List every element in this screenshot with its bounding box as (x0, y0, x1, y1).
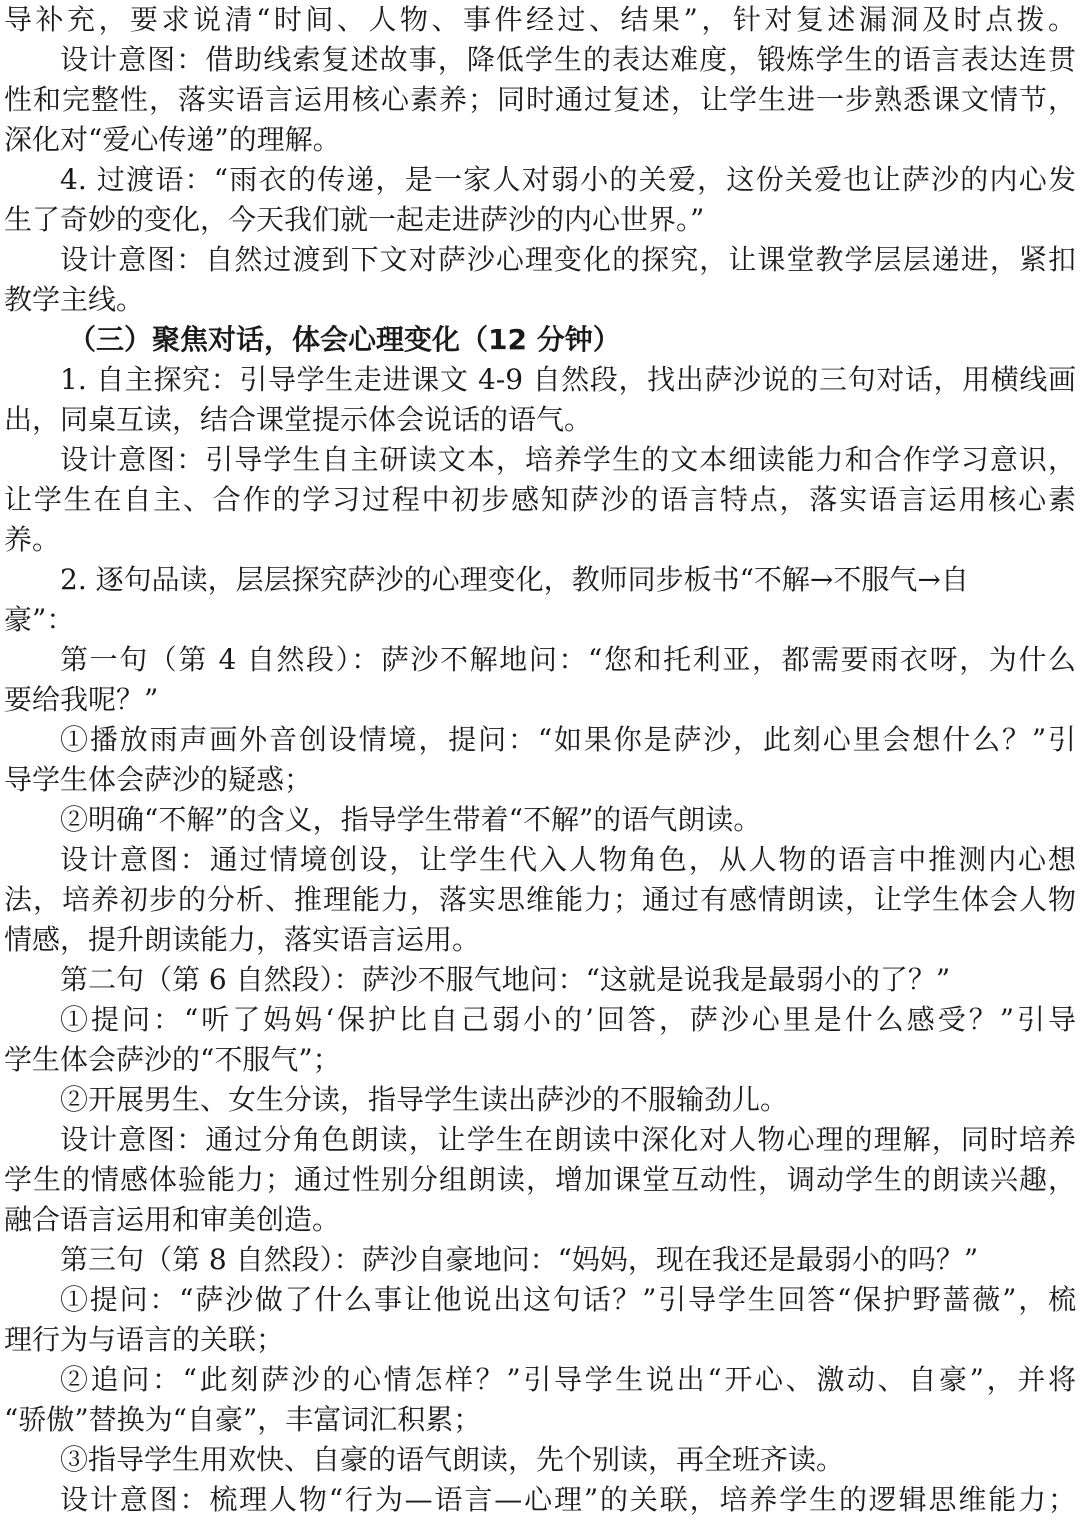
text-line: 1. 自主探究：引导学生走进课文 4-9 自然段，找出萨沙说的三句对话，用横线画 (60, 363, 1076, 396)
text-line: 教学主线。 (4, 283, 145, 316)
text-line: ①播放雨声画外音创设情境，提问：“如果你是萨沙，此刻心里会想什么？”引 (60, 723, 1076, 756)
text-line: 第二句（第 6 自然段）：萨沙不服气地问：“这就是说我是最弱小的了？” (60, 963, 951, 996)
text-line: 生了奇妙的变化，今天我们就一起走进萨沙的内心世界。” (4, 203, 705, 236)
text-line: 设计意图：自然过渡到下文对萨沙心理变化的探究，让课堂教学层层递进，紧扣 (60, 243, 1076, 276)
text-line: ①提问：“听了妈妈‘保护比自己弱小的’回答，萨沙心里是什么感受？”引导 (60, 1003, 1076, 1036)
text-line: 第一句（第 4 自然段）：萨沙不解地问：“您和托利亚，都需要雨衣呀，为什么 (60, 643, 1076, 676)
text-line: 第三句（第 8 自然段）：萨沙自豪地问：“妈妈，现在我还是最弱小的吗？” (60, 1243, 979, 1276)
text-line: ②追问：“此刻萨沙的心情怎样？”引导学生说出“开心、激动、自豪”，并将 (60, 1363, 1076, 1396)
text-line: 设计意图：借助线索复述故事，降低学生的表达难度，锻炼学生的语言表达连贯 (60, 43, 1076, 76)
text-line: 融合语言运用和审美创造。 (4, 1203, 341, 1236)
text-line: 设计意图：梳理人物“行为—语言—心理”的关联，培养学生的逻辑思维能力； (60, 1483, 1076, 1516)
text-line: 深化对“爱心传递”的理解。 (4, 123, 341, 156)
text-line: 法，培养初步的分析、推理能力，落实思维能力；通过有感情朗读，让学生体会人物 (4, 883, 1076, 916)
text-line: 养。 (4, 523, 61, 556)
text-line: 学生体会萨沙的“不服气”； (4, 1043, 341, 1076)
text-line: 出，同桌互读，结合课堂提示体会说话的语气。 (4, 403, 593, 436)
text-line: “骄傲”替换为“自豪”，丰富词汇积累； (4, 1403, 482, 1436)
text-line: 设计意图：引导学生自主研读文本，培养学生的文本细读能力和合作学习意识， (60, 443, 1076, 476)
text-line: 导学生体会萨沙的疑惑； (4, 763, 313, 796)
text-line: 豪”： (4, 603, 75, 636)
text-line: 让学生在自主、合作的学习过程中初步感知萨沙的语言特点，落实语言运用核心素 (4, 483, 1076, 516)
text-line: 2. 逐句品读，层层探究萨沙的心理变化，教师同步板书“不解→不服气→自 (60, 563, 969, 596)
text-line: ①提问：“萨沙做了什么事让他说出这句话？”引导学生回答“保护野蔷薇”，梳 (60, 1283, 1076, 1316)
text-line: 要给我呢？” (4, 683, 159, 716)
text-line: 导补充，要求说清“时间、人物、事件经过、结果”，针对复述漏洞及时点拨。 (4, 3, 1076, 36)
text-line: ②明确“不解”的含义，指导学生带着“不解”的语气朗读。 (60, 803, 762, 836)
text-line: 理行为与语言的关联； (4, 1323, 285, 1356)
text-line: 情感，提升朗读能力，落实语言运用。 (4, 923, 481, 956)
text-line: 设计意图：通过情境创设，让学生代入人物角色，从人物的语言中推测内心想 (60, 843, 1076, 876)
text-line: 4. 过渡语：“雨衣的传递，是一家人对弱小的关爱，这份关爱也让萨沙的内心发 (60, 163, 1076, 196)
text-line: 学生的情感体验能力；通过性别分组朗读，增加课堂互动性，调动学生的朗读兴趣， (4, 1163, 1076, 1196)
section-heading: （三）聚焦对话，体会心理变化（12 分钟） (68, 323, 621, 356)
text-line: 设计意图：通过分角色朗读，让学生在朗读中深化对人物心理的理解，同时培养 (60, 1123, 1076, 1156)
text-line: 性和完整性，落实语言运用核心素养；同时通过复述，让学生进一步熟悉课文情节， (4, 83, 1076, 116)
text-line: ③指导学生用欢快、自豪的语气朗读，先个别读，再全班齐读。 (60, 1443, 845, 1476)
text-line: ②开展男生、女生分读，指导学生读出萨沙的不服输劲儿。 (60, 1083, 789, 1116)
